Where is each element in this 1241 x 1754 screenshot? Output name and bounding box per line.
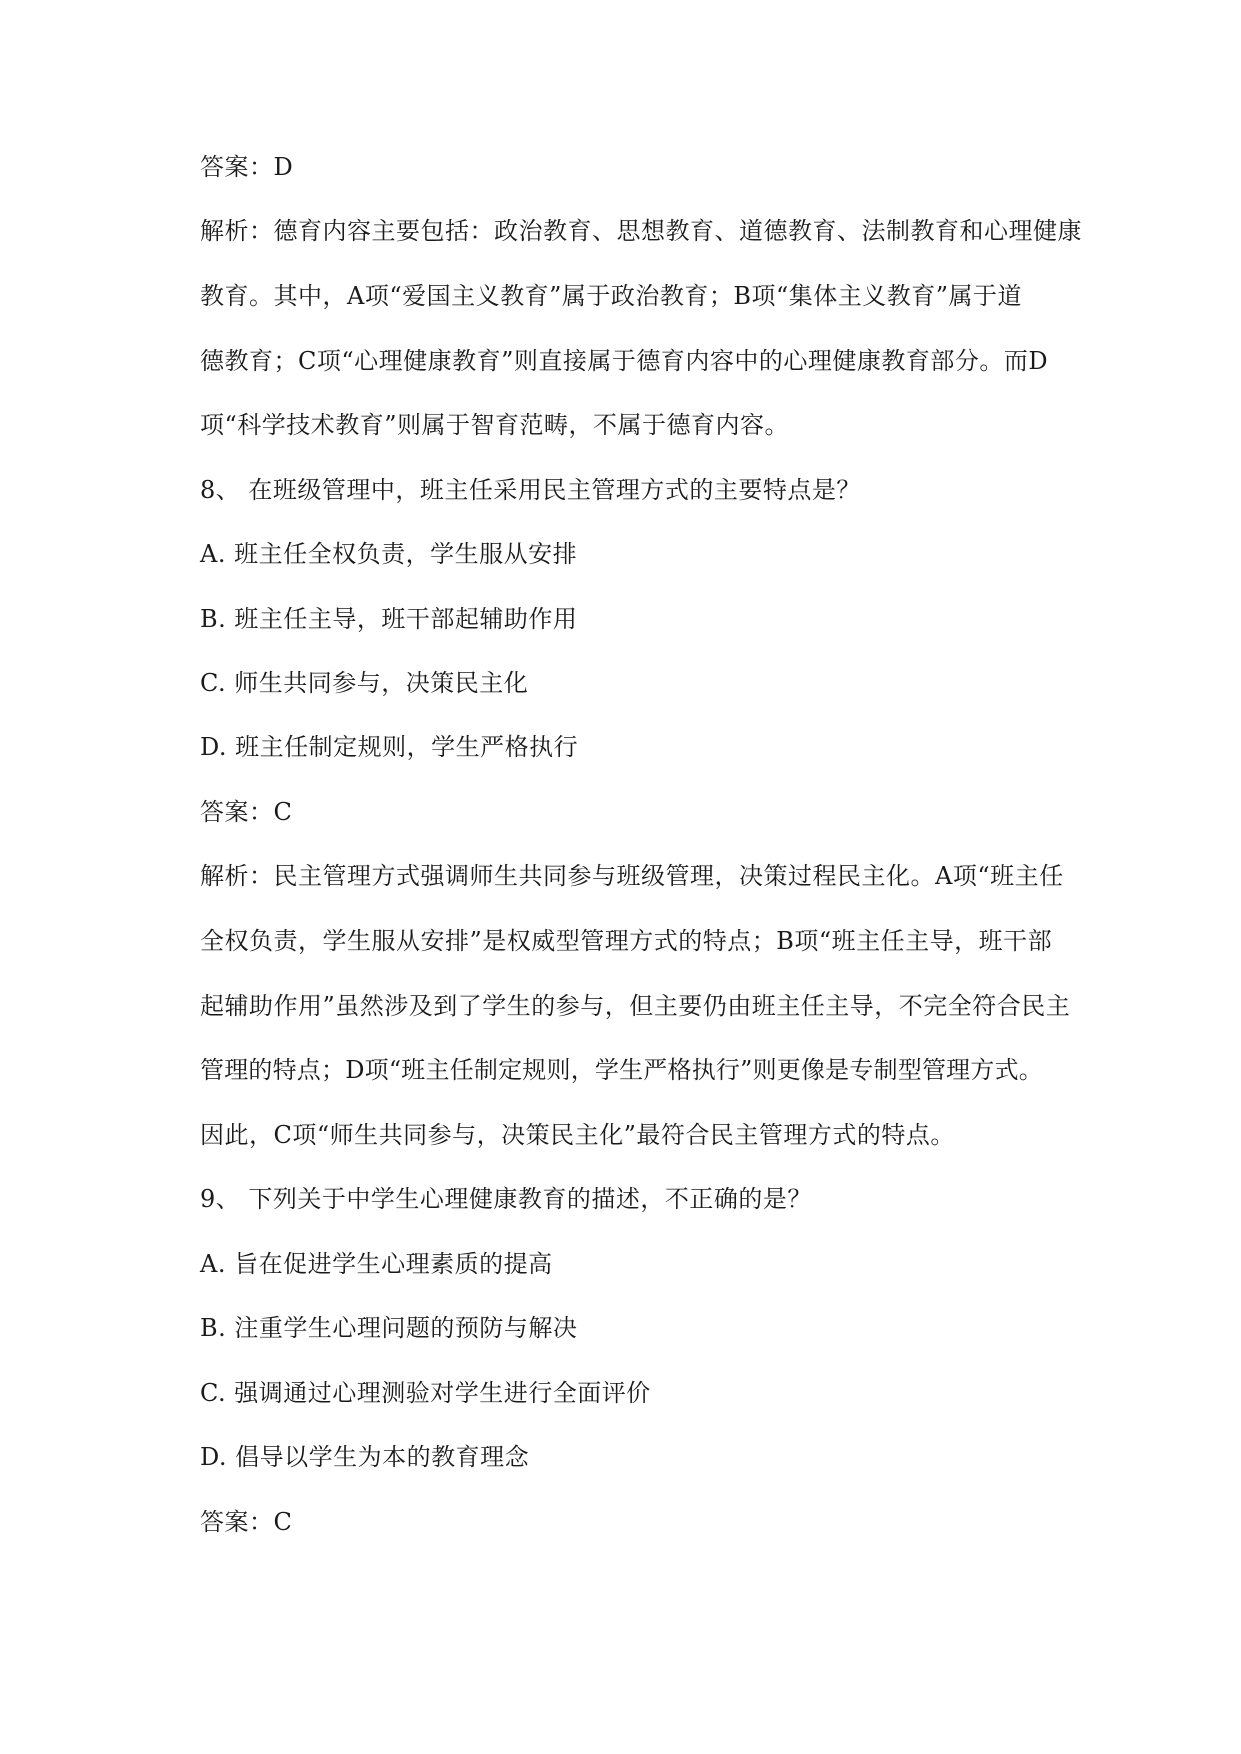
q8-analysis-line-2: 全权负责，学生服从安排”是权威型管理方式的特点；B项“班主任主导，班干部 bbox=[200, 927, 1053, 955]
q7-analysis-line-1: 解析：德育内容主要包括：政治教育、思想教育、道德教育、法制教育和心理健康 bbox=[200, 217, 1082, 245]
q8-analysis-line-1: 解析：民主管理方式强调师生共同参与班级管理，决策过程民主化。A项“班主任 bbox=[200, 862, 1064, 890]
q8-option-c: C. 师生共同参与，决策民主化 bbox=[200, 669, 529, 697]
q8-option-a: A. 班主任全权负责，学生服从安排 bbox=[200, 540, 578, 568]
q8-analysis-line-3: 起辅助作用”虽然涉及到了学生的参与，但主要仍由班主任主导，不完全符合民主 bbox=[200, 992, 1071, 1020]
q9-answer: 答案：C bbox=[200, 1508, 293, 1536]
q7-analysis-line-3: 德教育；C项“心理健康教育”则直接属于德育内容中的心理健康教育部分。而D bbox=[200, 347, 1049, 375]
q8-analysis-line-5: 因此，C项“师生共同参与，决策民主化”最符合民主管理方式的特点。 bbox=[200, 1121, 955, 1149]
q8-option-b: B. 班主任主导，班干部起辅助作用 bbox=[200, 605, 578, 633]
q7-analysis-line-4: 项“科学技术教育”则属于智育范畴，不属于德育内容。 bbox=[200, 411, 790, 439]
q9-option-a: A. 旨在促进学生心理素质的提高 bbox=[200, 1250, 553, 1278]
q8-option-d: D. 班主任制定规则，学生严格执行 bbox=[200, 733, 579, 761]
q7-answer: 答案：D bbox=[200, 153, 294, 181]
q8-question: 8、 在班级管理中，班主任采用民主管理方式的主要特点是？ bbox=[200, 476, 861, 504]
q9-option-b: B. 注重学生心理问题的预防与解决 bbox=[200, 1314, 578, 1342]
q9-question: 9、 下列关于中学生心理健康教育的描述，不正确的是？ bbox=[200, 1185, 812, 1213]
q7-analysis-line-2: 教育。其中，A项“爱国主义教育”属于政治教育；B项“集体主义教育”属于道 bbox=[200, 282, 1023, 310]
q8-analysis-line-4: 管理的特点；D项“班主任制定规则，学生严格执行”则更像是专制型管理方式。 bbox=[200, 1056, 1043, 1084]
q9-option-d: D. 倡导以学生为本的教育理念 bbox=[200, 1443, 530, 1471]
q9-option-c: C. 强调通过心理测验对学生进行全面评价 bbox=[200, 1379, 651, 1407]
q8-answer: 答案：C bbox=[200, 798, 293, 826]
